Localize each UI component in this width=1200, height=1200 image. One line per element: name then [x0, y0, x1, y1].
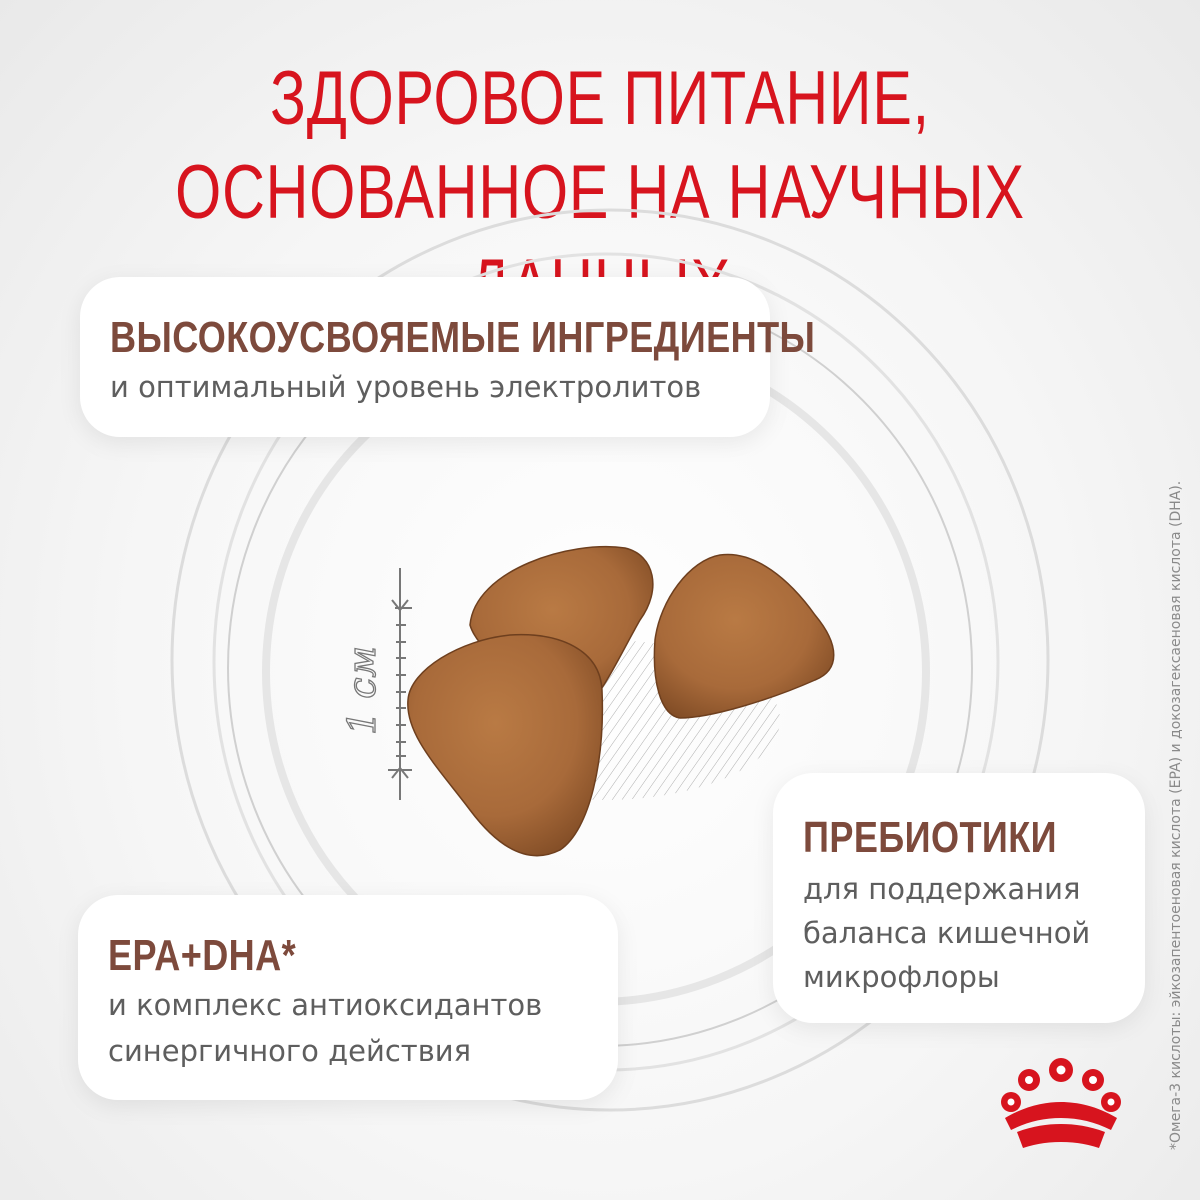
feature-card-epa-dha: [78, 895, 618, 1100]
epa-dha-line-1: и комплекс антиоксидантов: [108, 988, 543, 1022]
headline-line-2: ОСНОВАННОЕ НА НАУЧНЫХ: [175, 150, 1025, 235]
epa-dha-title: EPA+DHA*: [108, 931, 297, 980]
prebiotics-title: ПРЕБИОТИКИ: [803, 813, 1058, 862]
prebiotics-line-3: микрофлоры: [803, 960, 1000, 994]
feature-card-ingredients: [80, 277, 816, 437]
feature-card-prebiotics: [773, 773, 1145, 1023]
footnote: *Омега-3 кислоты: эйкозапентоеновая кислота (EPA) и докозагексаеновая кислота (DHA).: [1168, 480, 1184, 1150]
prebiotics-line-1: для поддержания: [803, 872, 1081, 906]
ingredients-subtitle: и оптимальный уровень электролитов: [110, 370, 702, 404]
prebiotics-line-2: баланса кишечной: [803, 916, 1091, 950]
kibble-front: [408, 635, 603, 856]
scale-ruler: [388, 568, 412, 800]
royal-canin-crown-icon: [995, 1058, 1127, 1154]
scale-label: 1 см: [340, 645, 384, 735]
kibble-back-right: [654, 554, 833, 718]
ingredients-title: ВЫСОКОУСВОЯЕМЫЕ ИНГРЕДИЕНТЫ: [110, 313, 816, 362]
headline-line-1: ЗДОРОВОЕ ПИТАНИЕ,: [270, 56, 930, 141]
epa-dha-line-2: синергичного действия: [108, 1034, 472, 1068]
